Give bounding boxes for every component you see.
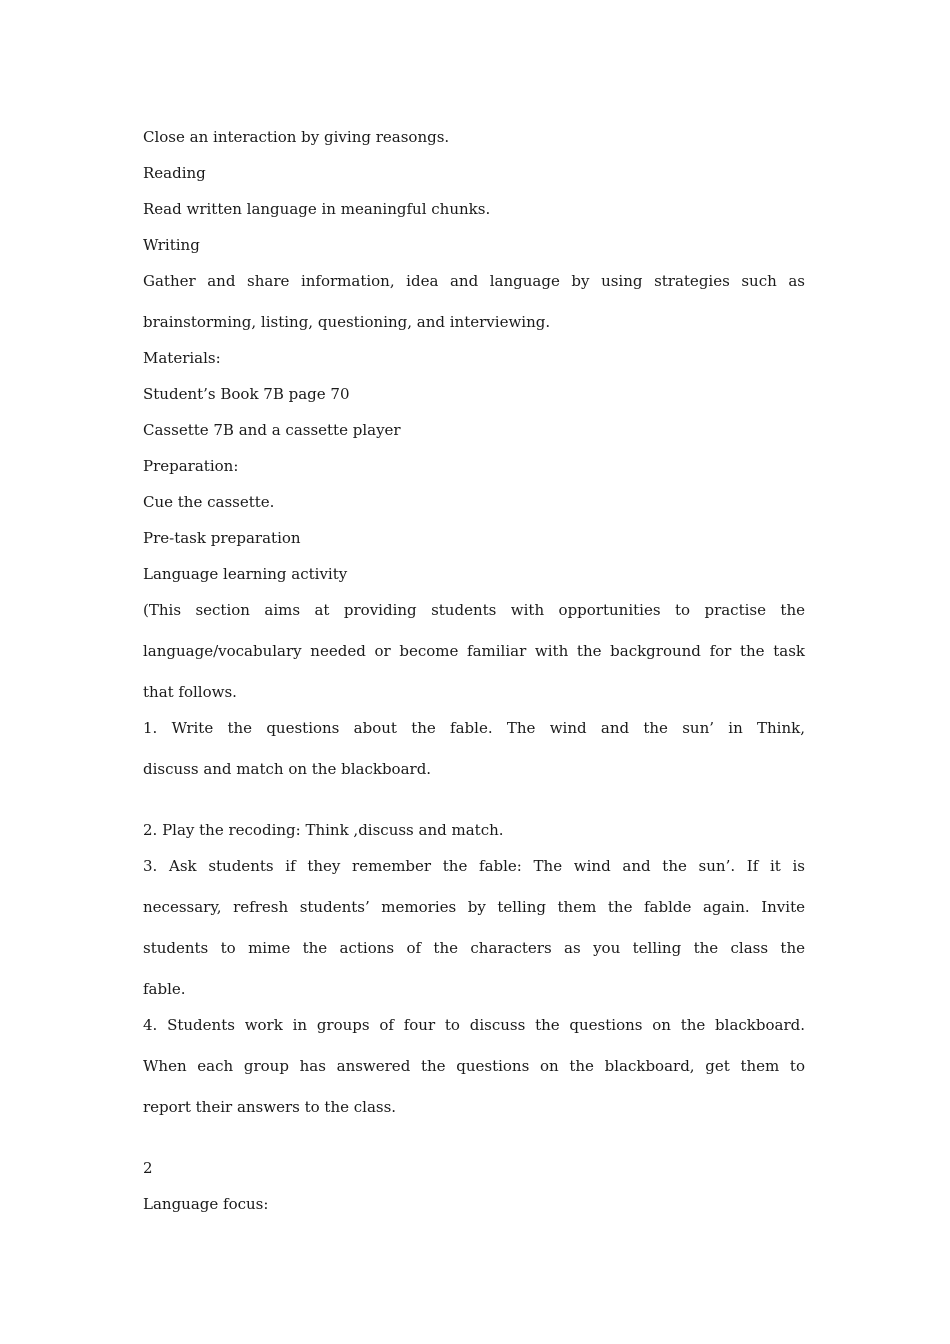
heading-language-focus: Language focus: bbox=[143, 1195, 269, 1213]
text-line-writing-1: Gather and share information, idea and language by using strategies such as bbox=[143, 272, 805, 290]
text-line-section-3: that follows. bbox=[143, 683, 237, 701]
text-line-writing-2: brainstorming, listing, questioning, and interviewing. bbox=[143, 313, 551, 331]
text-line-cue: Cue the cassette. bbox=[143, 493, 275, 511]
step-1-line-1: 1. Write the questions about the fable. The wind and the sun’ in Think, bbox=[143, 719, 805, 737]
text-line-cassette: Cassette 7B and a cassette player bbox=[143, 421, 401, 439]
step-3-line-3: students to mime the actions of the characters as you telling the class the bbox=[143, 939, 805, 957]
text-line-section-1: (This section aims at providing students with opportunities to practise the bbox=[143, 601, 805, 619]
step-3-line-2: necessary, refresh students’ memories by telling them the fablde again. Invite bbox=[143, 898, 805, 916]
heading-language-learning: Language learning activity bbox=[143, 565, 348, 583]
text-line-reading: Read written language in meaningful chunks. bbox=[143, 200, 491, 218]
step-1-line-2: discuss and match on the blackboard. bbox=[143, 760, 432, 778]
heading-pre-task: Pre-task preparation bbox=[143, 529, 301, 547]
text-line-book: Student’s Book 7B page 70 bbox=[143, 385, 350, 403]
heading-writing: Writing bbox=[143, 236, 200, 254]
text-line-interaction: Close an interaction by giving reasongs. bbox=[143, 128, 450, 146]
step-4-line-1: 4. Students work in groups of four to discuss the questions on the blackboard. bbox=[143, 1016, 805, 1034]
step-4-line-2: When each group has answered the questions on the blackboard, get them to bbox=[143, 1057, 805, 1075]
section-number: 2 bbox=[143, 1159, 153, 1177]
step-3-line-1: 3. Ask students if they remember the fable: The wind and the sun’. If it is bbox=[143, 857, 805, 875]
heading-materials: Materials: bbox=[143, 349, 221, 367]
step-3-line-4: fable. bbox=[143, 980, 186, 998]
step-4-line-3: report their answers to the class. bbox=[143, 1098, 397, 1116]
step-2-line-1: 2. Play the recoding: Think ,discuss and match. bbox=[143, 821, 504, 839]
text-line-section-2: language/vocabulary needed or become familiar with the background for the task bbox=[143, 642, 805, 660]
heading-reading: Reading bbox=[143, 164, 206, 182]
heading-preparation: Preparation: bbox=[143, 457, 239, 475]
